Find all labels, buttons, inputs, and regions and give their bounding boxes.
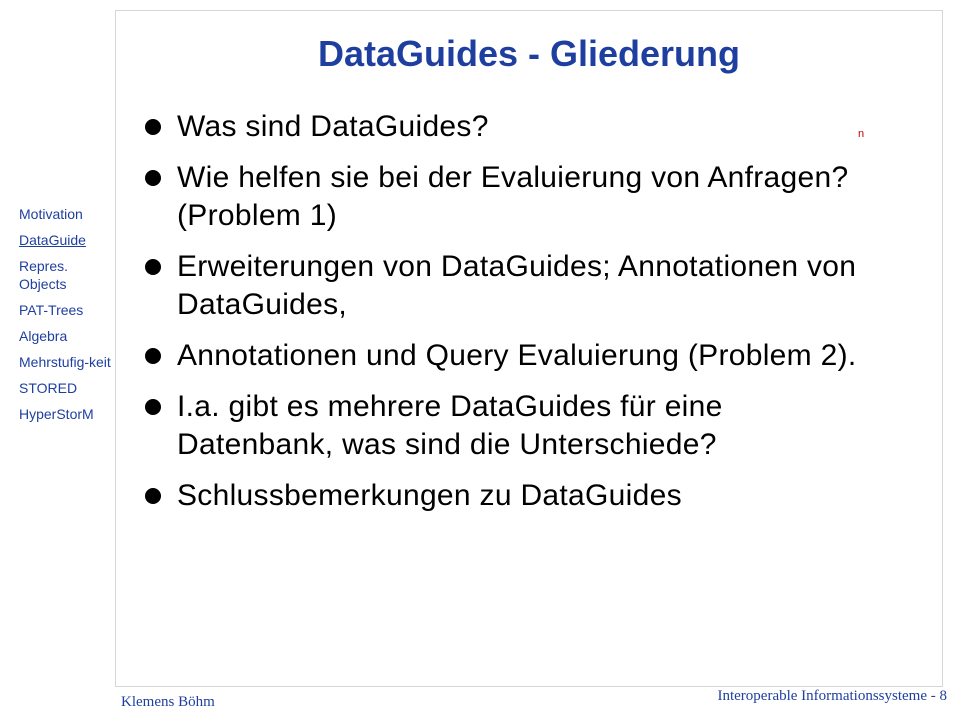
bullet-dot-icon [145, 348, 161, 364]
sidebar-item-pat-trees[interactable]: PAT-Trees [19, 302, 84, 318]
bullet-dot-icon [145, 399, 161, 415]
sidebar-item-hyperstorm[interactable]: HyperStorM [19, 406, 94, 422]
bullet-item [145, 159, 865, 235]
bullet-text: Wie helfen sie bei der Evaluierung von Anfragen? (Problem 1) [177, 161, 849, 232]
slide-title: DataGuides - Gliederung [317, 33, 741, 74]
bullet-item [145, 108, 865, 146]
bullet-text: Was sind DataGuides? [177, 110, 489, 143]
bullet-dot-icon [145, 488, 161, 504]
bullet-text: Annotationen und Query Evaluierung (Problem 2). [177, 339, 857, 372]
bullet-item [145, 477, 865, 515]
footer-course-page: Interoperable Informationssysteme - 8 [717, 688, 947, 704]
bullet-text: Erweiterungen von DataGuides; Annotationen von DataGuides, [177, 250, 857, 321]
bullet-list [145, 108, 865, 528]
bullet-text: I.a. gibt es mehrere DataGuides für eine Datenbank, was sind die Unterschiede? [177, 390, 723, 461]
stray-mark: n [858, 128, 865, 140]
bullet-text: Schlussbemerkungen zu DataGuides [177, 479, 682, 512]
bullet-dot-icon [145, 170, 161, 186]
sidebar-item-stored[interactable]: STORED [19, 380, 78, 396]
sidebar-nav [19, 205, 119, 431]
bullet-item [145, 388, 865, 464]
bullet-dot-icon [145, 119, 161, 135]
bullet-dot-icon [145, 259, 161, 275]
sidebar-item-dataguide[interactable]: DataGuide [19, 232, 86, 248]
bullet-item [145, 248, 865, 324]
sidebar-item-motivation[interactable]: Motivation [19, 206, 83, 222]
sidebar-item-algebra[interactable]: Algebra [19, 328, 68, 344]
footer-author: Klemens Böhm [121, 694, 215, 710]
sidebar-item-repres-objects[interactable]: Repres. Objects [19, 258, 69, 292]
bullet-item [145, 337, 865, 375]
sidebar-item-mehrstufigkeit[interactable]: Mehrstufig-keit [19, 354, 111, 370]
